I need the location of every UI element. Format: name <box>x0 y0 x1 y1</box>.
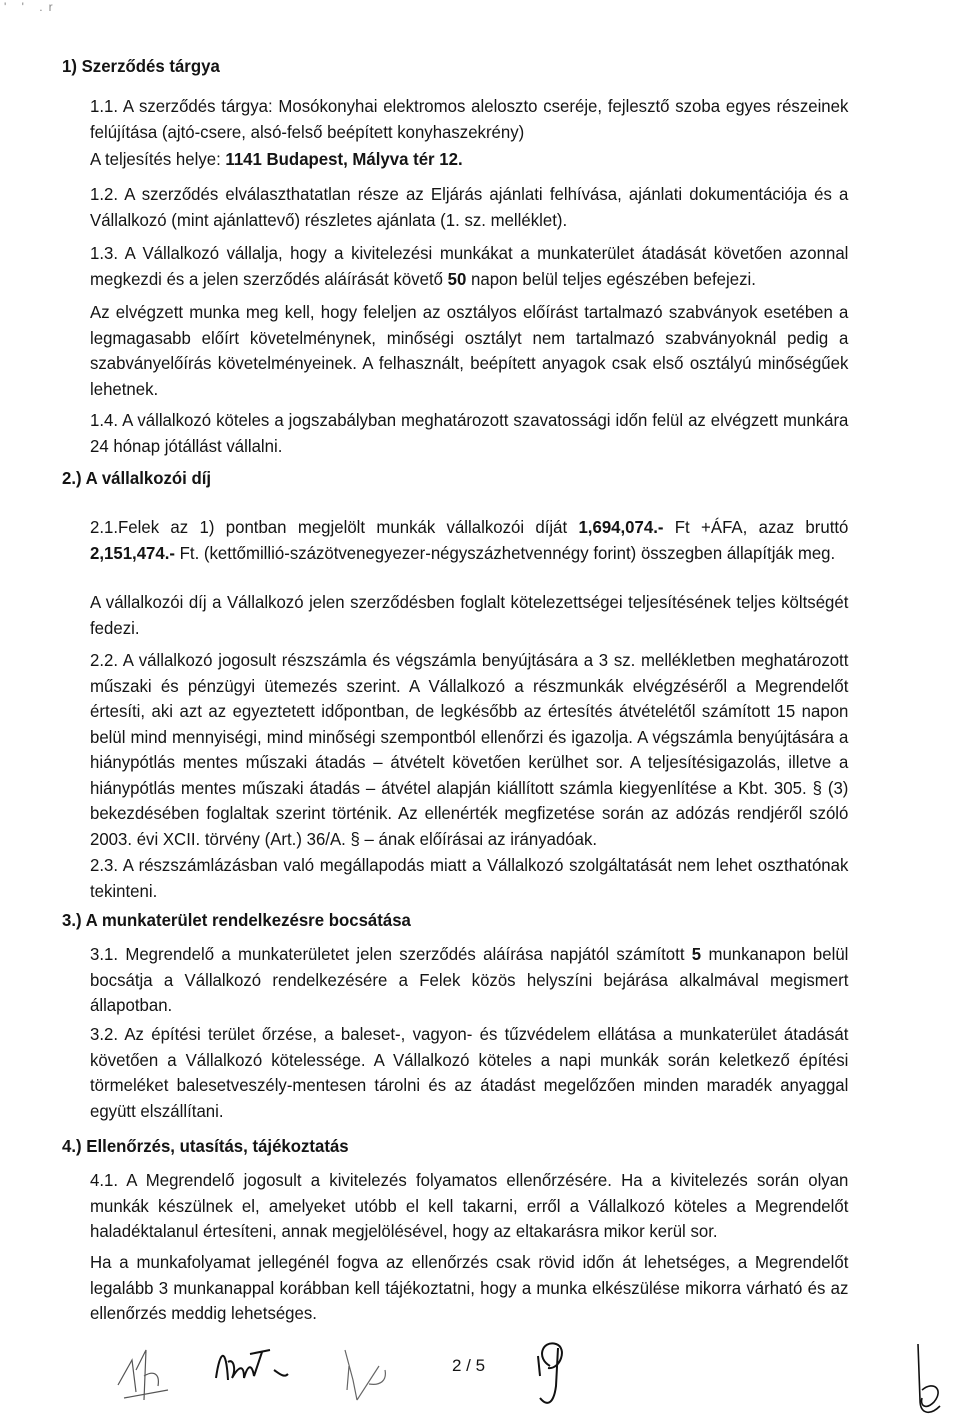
initials-signature-5 <box>900 1340 950 1420</box>
paragraph-1-1-place: A teljesítés helye: 1141 Budapest, Mályva tér 12. <box>90 149 463 169</box>
section-3-heading: 3.) A munkaterület rendelkezésre bocsátása <box>62 910 411 930</box>
paragraph-1-1: 1.1. A szerződés tárgya: Mosókonyhai elektromos aleloszto cseréje, fejlesztő szoba egyes részeinek felújítása (ajtó-csere, alsó-felső beépített konyhaszekrény) <box>90 96 849 142</box>
paragraph-1-3: 1.3. A Vállalkozó vállalja, hogy a kivitelezési munkákat a munkaterület átadását követően azonnal megkezdi és a jelen szerződés aláírását követő 50 napon belül teljes egészében befejezi. <box>90 243 849 289</box>
paragraph-4-1-notice: Ha a munkafolyamat jellegénél fogva az ellenőrzés csak rövid időn át lehetséges, a Megrendelőt legalább 3 munkanappal korábban kell tájékoztatni, hogy a munka elkészülése mikorra várható és az ellenőrzés meddig lehetséges. <box>90 1252 849 1323</box>
initials-signature-4 <box>530 1336 580 1416</box>
section-1-heading: 1) Szerződés tárgya <box>62 56 220 76</box>
section-2-heading: 2.) A vállalkozói díj <box>62 468 212 488</box>
handover-days: 5 <box>691 944 702 964</box>
paragraph-3-1: 3.1. Megrendelő a munkaterületet jelen szerződés aláírása napjától számított 5 munkanapon belül bocsátja a Vállalkozó rendelkezésére a Felek közös helyszíni bejárása alkalmával megismert állapotban. <box>90 944 849 1015</box>
initials-signature-2 <box>210 1340 310 1390</box>
paragraph-2-3: 2.3. A részszámlázásban való megállapodás miatt a Vállalkozó szolgáltatását nem lehet oszthatónak tekinteni. <box>90 855 849 901</box>
paragraph-4-1: 4.1. A Megrendelő jogosult a kivitelezés folyamatos ellenőrzésére. Ha a kivitelezés során olyan munkák készülnek el, amelyeket utóbb el kell takarni, erről a Vállalkozó köteles a Megrendelőt haladéktalanul értesíteni, annak megjelölésével, hogy az eltakarásra mikor kerül sor. <box>90 1170 849 1241</box>
paragraph-1-2: 1.2. A szerződés elválaszthatatlan része az Eljárás ajánlati felhívása, ajánlati dokumentációja és a Vállalkozó (mint ajánlattevő) részletes ajánlata (1. sz. melléklet). <box>90 184 849 230</box>
page-number: 2 / 5 <box>452 1356 486 1375</box>
initials-signature-1 <box>110 1330 200 1405</box>
paragraph-2-2: 2.2. A vállalkozó jogosult részszámla és végszámla benyújtására a 3 sz. mellékletben meghatározott műszaki és pénzügyi ütemezés szerint. A Vállalkozó a részmunkák elvégzéséről a Megrendelőt értesíti, aki azt az egyeztetett időpontban, de legkésőbb az értesítés átvételétől számított 15 napon belül mind mennyiségi, mind minőségi szempontból ellenőrzi és igazolja. A végszámla benyújtására a hiánypótlás mentes műszaki átadás – átvételt követően kerülhet sor. A teljesítésigazolás, illetve a hiánypótlás mentes műszaki átadás – átvétel alapján kiállított számla kiegyenlítése a Kbt. 305. § (3) bekezdésében foglaltak szerint történik. Az ellenérték megfizetése során az adózás rendjéről szóló 2003. évi XCII. törvény (Art.) 36/A. § – ának előírásai az irányadóak. <box>90 650 849 849</box>
paragraph-2-1-cost: A vállalkozói díj a Vállalkozó jelen szerződésben foglalt kötelezettségei teljesítésének teljes költségét fedezi. <box>90 592 849 638</box>
paragraph-2-1: 2.1.Felek az 1) pontban megjelölt munkák vállalkozói díját 1,694,074.- Ft +ÁFA, azaz bruttó 2,151,474.- Ft. (kettőmillió-százötvenegyezer-négyszázhetvennégy forint) összegben állapítják meg. <box>90 517 849 563</box>
completion-days: 50 <box>447 268 467 289</box>
paragraph-3-2: 3.2. Az építési terület őrzése, a baleset-, vagyon- és tűzvédelem ellátása a munkaterület átadását követően a Vállalkozó kötelessége. A Vállalkozó köteles a napi munkák során keletkező építési törmeléket balesetveszély-mentesen tárolni és az átadást megelőzően minden maradék anyaggal együtt elszállítani. <box>90 1024 849 1121</box>
paragraph-1-3-quality: Az elvégzett munka meg kell, hogy feleljen az osztályos előírást tartalmazó szabványok esetében a legmagasabb előírt követelménynek, minőségi osztályt nem tartalmazó szabványoknál pedig a szabványelőírás követelményeinek. A felhasznált, beépített anyagok csak első osztályú minőségűek lehetnek. <box>90 302 849 399</box>
section-4-heading: 4.) Ellenőrzés, utasítás, tájékoztatás <box>62 1136 349 1156</box>
paragraph-1-4: 1.4. A vállalkozó köteles a jogszabályban meghatározott szavatossági időn felül az elvégzett munkára 24 hónap jótállást vállalni. <box>90 410 849 456</box>
gross-fee: 2,151,474.- <box>90 542 176 563</box>
net-fee: 1,694,074.- <box>578 517 664 537</box>
initials-signature-3 <box>335 1340 405 1410</box>
performance-location: 1141 Budapest, Mályva tér 12. <box>225 149 463 169</box>
scan-corner-marks: ' ' .r <box>4 0 59 14</box>
